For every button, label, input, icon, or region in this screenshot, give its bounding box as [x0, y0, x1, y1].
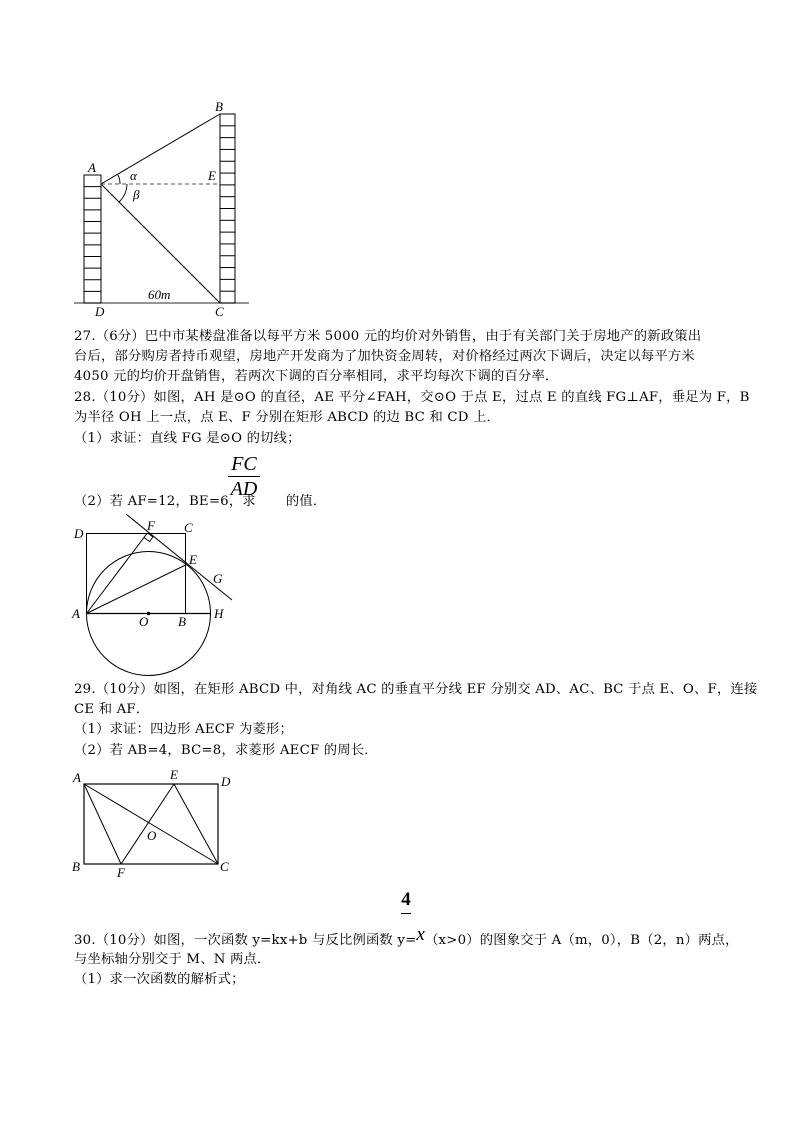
building-outline: [84, 175, 101, 303]
q30-line-1-prefix: 30.（10分）如图，一次函数 y=kx+b 与反比例函数 y=: [74, 933, 417, 948]
diagonal-ac: [84, 784, 218, 864]
q29-line-2: CE 和 AF．: [74, 702, 150, 717]
q30-line-1-suffix: （x>0）的图象交于 A（m，0），B（2，n）两点，: [425, 933, 739, 948]
fraction-4-over-x: [398, 889, 414, 914]
fraction-numerator: 4: [401, 889, 411, 910]
circle-rectangle-figure: [60, 510, 250, 680]
label-O: O: [139, 614, 149, 629]
q28-line-1: 28.（10分）如图，AH 是⊙O 的直径，AE 平分∠FAH，交⊙O 于点 E，过点 E 的直线 FG⊥AF，垂足为 F，B: [74, 390, 750, 405]
angle-beta-arc: [119, 184, 127, 202]
q28-line-3: （1）求证：直线 FG 是⊙O 的切线；: [74, 431, 301, 446]
label-A: A: [88, 160, 96, 175]
label-F: F: [147, 518, 155, 533]
label-H: H: [214, 606, 224, 621]
line-ab: [101, 114, 220, 184]
label-E: E: [189, 552, 197, 567]
q30-line-1: [74, 924, 739, 951]
q27-line-3: 4050 元的均价开盘销售，若两次下调的百分率相同，求平均每次下调的百分率．: [74, 369, 559, 384]
q27-line-1: 27.（6分）巴中市某楼盘准备以每平方米 5000 元的均价对外销售，由于有关部门关于房地产的新政策出: [74, 329, 702, 344]
q28-part2-prefix: （2）若 AF=12，BE=6，求: [74, 494, 256, 509]
line-ef: [121, 784, 174, 864]
angle-alpha-arc: [118, 175, 120, 184]
label-A: A: [72, 606, 80, 621]
label-E: E: [170, 767, 178, 782]
line-ec: [174, 784, 218, 864]
q29-line-3: （1）求证：四边形 AECF 为菱形；: [74, 722, 293, 737]
label-alpha: α: [130, 168, 137, 183]
building-bc: [220, 114, 235, 303]
label-G: G: [213, 571, 223, 586]
q30-line-3: （1）求一次函数的解析式；: [74, 972, 245, 987]
fraction-fc-ad: [228, 452, 260, 501]
line-ae: [87, 565, 186, 614]
label-B: B: [72, 859, 80, 874]
fraction-denominator: x: [416, 924, 426, 945]
line-af: [87, 534, 148, 614]
tangent-fg: [126, 514, 232, 600]
q30-line-2: 与坐标轴分别交于 M、N 两点．: [74, 952, 271, 967]
q28-line-2: 为半径 OH 上一点，点 E、F 分别在矩形 ABCD 的边 BC 和 CD 上．: [74, 410, 501, 425]
fraction-bar: [401, 913, 411, 914]
label-beta: β: [133, 187, 140, 202]
q27-line-2: 台后，部分购房者持币观望，房地产开发商为了加快资金周转，对价格经过两次下调后，决定以每平方米: [74, 349, 695, 364]
label-D: D: [95, 304, 105, 319]
label-C: C: [220, 859, 229, 874]
label-A: A: [73, 770, 81, 785]
label-D: D: [221, 774, 231, 789]
buildings-figure: [60, 95, 260, 320]
label-C: C: [215, 304, 224, 319]
label-B: B: [178, 614, 186, 629]
label-B: B: [215, 99, 223, 114]
q28-part2-suffix: 的值．: [285, 494, 327, 509]
q28-part2: [74, 492, 326, 512]
fraction-denominator: AD: [228, 476, 260, 501]
q29-line-4: （2）若 AB=4，BC=8，求菱形 AECF 的周长．: [74, 743, 378, 758]
building-ad: [84, 175, 101, 303]
q29-line-1: 29.（10分）如图，在矩形 ABCD 中，对角线 AC 的垂直平分线 EF 分别交 AD、AC、BC 于点 E、O、F，连接: [74, 682, 758, 697]
fraction-numerator: FC: [231, 453, 257, 475]
line-ac: [101, 184, 220, 303]
label-C: C: [184, 520, 193, 535]
label-D: D: [74, 526, 84, 541]
label-distance: 60m: [148, 287, 171, 302]
label-E: E: [208, 168, 216, 183]
rhombus-rectangle-figure: [60, 765, 250, 880]
line-af: [84, 784, 121, 864]
label-F: F: [117, 865, 125, 880]
label-O: O: [147, 828, 157, 843]
